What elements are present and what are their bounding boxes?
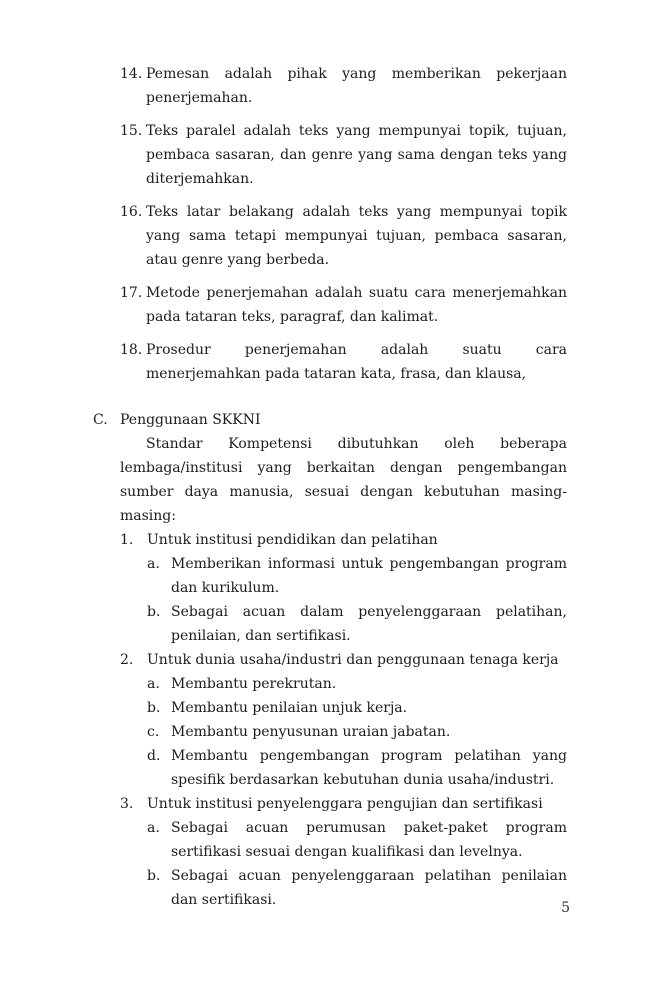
list-item-text: Metode penerjemahan adalah suatu cara menerjemahkan pada tataran teks, paragraf, dan kalimat. [146,285,567,325]
list-item [147,744,567,792]
list-item [147,696,567,720]
list-item-text: Membantu perekrutan. [171,676,337,692]
list-item-number: a. [147,820,160,836]
list-item [147,720,567,744]
list-item [120,648,567,792]
list-item-body [147,792,567,912]
list-item-text: Membantu penyusunan uraian jabatan. [171,724,451,740]
list-item [147,552,567,600]
section-intro-paragraph: Standar Kompetensi dibutuhkan oleh beberapa lembaga/institusi yang berkaitan dengan pengembangan sumber daya manusia, sesuai dengan kebutuhan masing-masing: [120,436,567,524]
list-item-number: 18. [120,342,143,358]
list-item-number: 16. [120,204,143,220]
definitions-list [120,62,567,386]
list-item-text: Teks latar belakang adalah teks yang mempunyai topik yang sama tetapi mempunyai tujuan, pembaca sasaran, atau genre yang berbeda. [146,204,567,268]
list-item-body [147,648,567,792]
list-item-number: d. [147,748,161,764]
section-label: C. [93,412,108,428]
page-number: 5 [561,900,570,916]
list-item-text: Untuk institusi pendidikan dan pelatihan [147,532,438,548]
list-item-text: Sebagai acuan penyelenggaraan pelatihan penilaian dan sertifikasi. [171,868,567,908]
list-item-text: Teks paralel adalah teks yang mempunyai topik, tujuan, pembaca sasaran, dan genre yang sama dengan teks yang diterjemahkan. [146,123,567,187]
list-item-body [147,528,567,648]
list-item [120,119,567,191]
list-item-number: 14. [120,66,143,82]
list-item [147,816,567,864]
list-item-text: Untuk dunia usaha/industri dan penggunaan tenaga kerja [147,652,559,668]
list-item [147,672,567,696]
section-title: Penggunaan SKKNI [120,412,261,428]
list-item [120,338,567,386]
list-item-number: a. [147,556,160,572]
list-item [147,600,567,648]
section-penggunaan-skkni [93,408,567,912]
list-item-text: Prosedur penerjemahan adalah suatu cara menerjemahkan pada tataran kata, frasa, dan klausa, [146,342,567,382]
list-item-number: c. [147,724,160,740]
list-item-text: Untuk institusi penyelenggara pengujian dan sertifikasi [147,796,543,812]
list-item-text: Pemesan adalah pihak yang memberikan pekerjaan penerjemahan. [146,66,567,106]
list-item-text: Sebagai acuan dalam penyelenggaraan pelatihan, penilaian, dan sertifikasi. [171,604,567,644]
list-item [120,528,567,648]
list-item-number: 1. [120,532,134,548]
list-item-number: b. [147,868,161,884]
list-item-number: 3. [120,796,134,812]
list-item [120,792,567,912]
list-item [120,200,567,272]
list-item [120,62,567,110]
list-item-number: b. [147,700,161,716]
list-item-text: Membantu pengembangan program pelatihan yang spesifik berdasarkan kebutuhan dunia usaha/industri. [171,748,567,788]
list-item [120,281,567,329]
list-item-number: 17. [120,285,143,301]
section-body [120,408,567,912]
list-item-text: Sebagai acuan perumusan paket-paket program sertifikasi sesuai dengan kualifikasi dan levelnya. [171,820,567,860]
list-item-number: 15. [120,123,143,139]
list-item-number: a. [147,676,160,692]
list-item-number: b. [147,604,161,620]
list-item-text: Memberikan informasi untuk pengembangan program dan kurikulum. [171,556,567,596]
list-item-text: Membantu penilaian unjuk kerja. [171,700,408,716]
list-item [147,864,567,912]
list-item-number: 2. [120,652,134,668]
